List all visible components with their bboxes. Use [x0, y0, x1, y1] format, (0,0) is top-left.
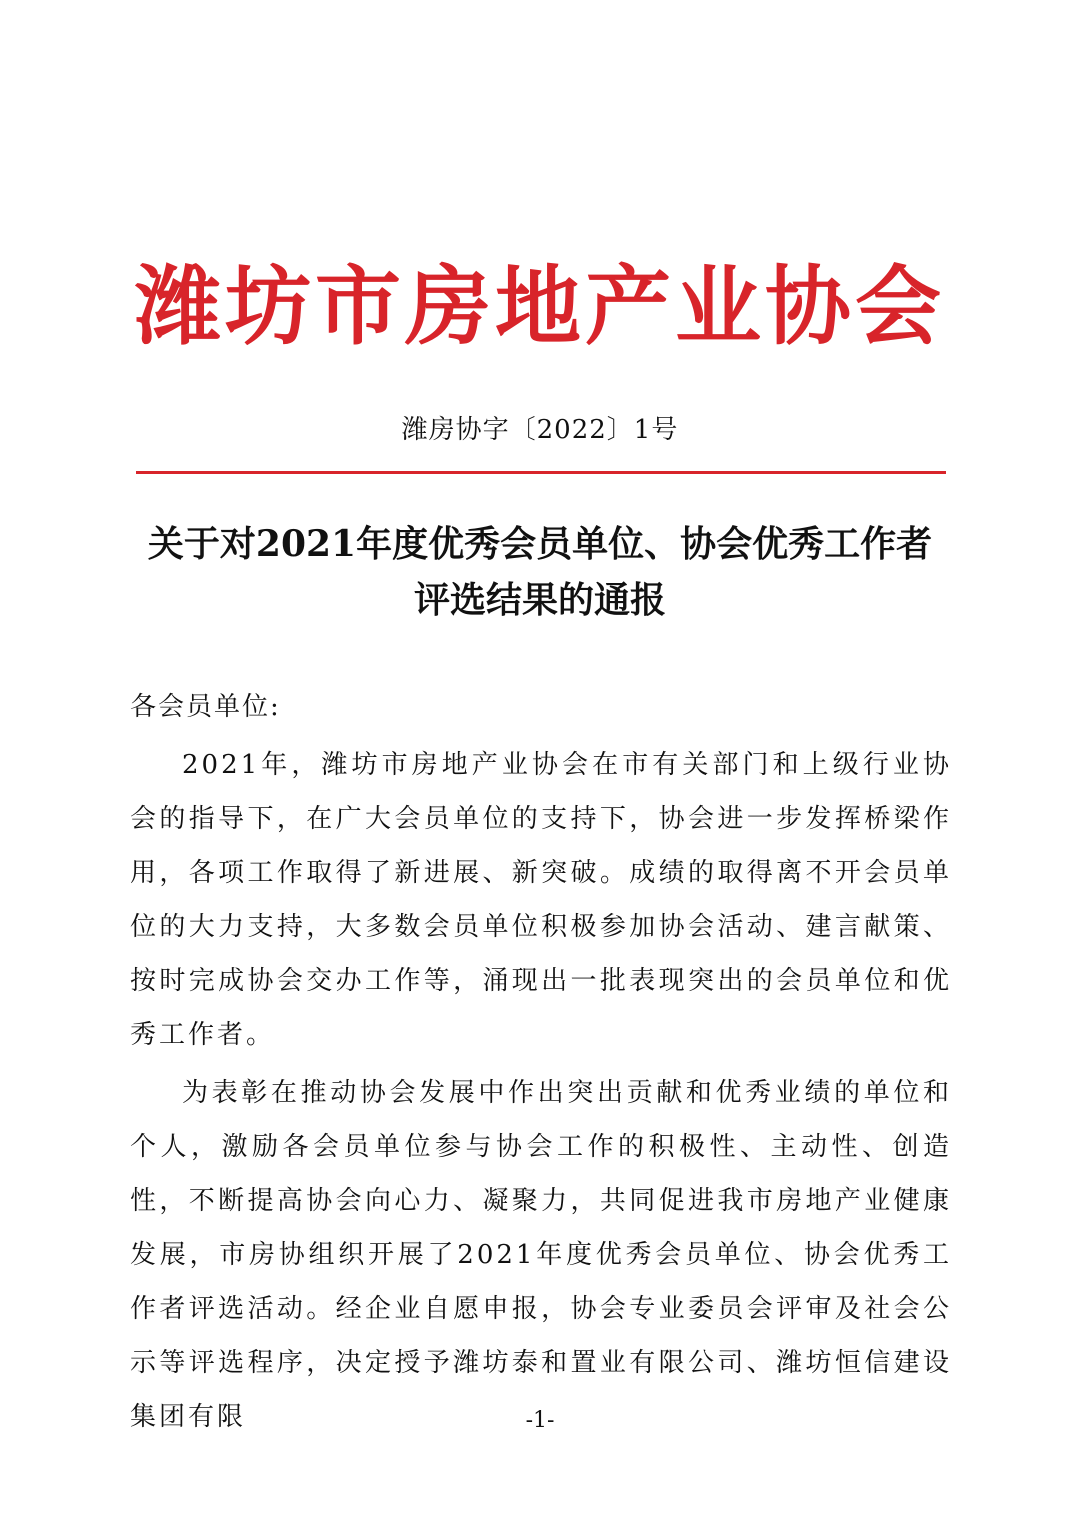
notice-title-line-1: 关于对2021年度优秀会员单位、协会优秀工作者: [147, 523, 933, 565]
page-number: -1-: [525, 1408, 555, 1433]
notice-title-line-2: 评选结果的通报: [413, 579, 666, 621]
body-paragraph-2: 为表彰在推动协会发展中作出突出贡献和优秀业绩的单位和个人，激励各会员单位参与协会工作的积极性、主动性、创造性，不断提高协会向心力、凝聚力，共同促进我市房地产业健康发展，市房协组织开展了2021年度优秀会员单位、协会优秀工作者评选活动。经企业自愿申报，协会专业委员会评审及社会公示等评选程序，决定授予潍坊泰和置业有限公司、潍坊恒信建设集团有限: [130, 1078, 952, 1432]
header-divider: [136, 471, 946, 474]
organization-header: 潍坊市房地产业协会: [135, 257, 945, 357]
salutation: 各会员单位:: [130, 692, 281, 722]
body-paragraph-1: 2021年，潍坊市房地产业协会在市有关部门和上级行业协会的指导下，在广大会员单位的支持下，协会进一步发挥桥梁作用，各项工作取得了新进展、新突破。成绩的取得离不开会员单位的大力支持，大多数会员单位积极参加协会活动、建言献策、按时完成协会交办工作等，涌现出一批表现突出的会员单位和优秀工作者。: [130, 750, 952, 1050]
document-number: 潍房协字〔2022〕1号: [401, 415, 679, 445]
notice-title: [100, 516, 980, 628]
